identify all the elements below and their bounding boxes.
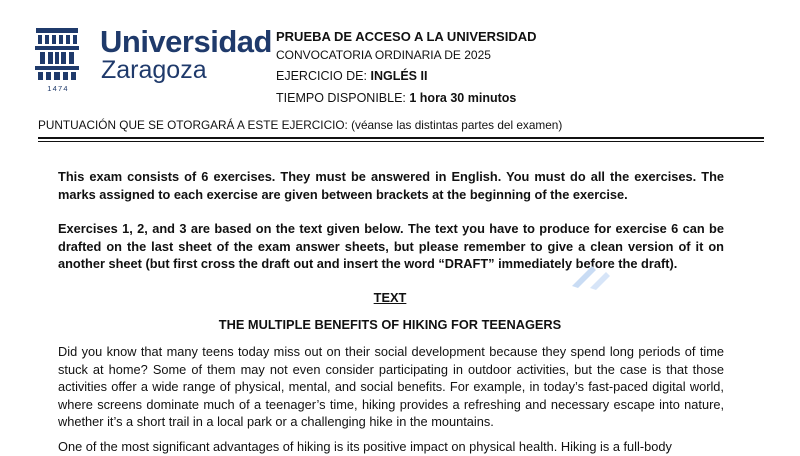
university-emblem-icon [32, 26, 82, 82]
university-logo [32, 26, 272, 96]
exam-convocatoria: CONVOCATORIA ORDINARIA DE 2025 [276, 48, 491, 62]
header-divider-thin [38, 141, 764, 142]
subject-label: EJERCICIO DE: [276, 69, 367, 83]
header-divider-thick [38, 137, 764, 139]
watermark-mark-icon [566, 262, 614, 290]
exam-title: PRUEBA DE ACCESO A LA UNIVERSIDAD [276, 29, 537, 44]
time-label: TIEMPO DISPONIBLE: [276, 91, 406, 105]
logo-wordmark-zaragoza: Zaragoza [101, 56, 207, 84]
reading-paragraph-1: Did you know that many teens today miss out on their social development because they spend long periods of time stuck at home? Some of them may not even consider participating in outdoor activities, but the case is that those activities offer a wide range of physical, mental, and social benefits. For example, in today’s fast-paced digital world, where screens dominate much of a teenager’s time, hiking provides a refreshing and necessary escape into nature, whether it’s a short trail in a local park or a challenging hike in the mountains. [58, 344, 724, 429]
subject-value: INGLÉS II [370, 69, 428, 83]
scoring-note: PUNTUACIÓN QUE SE OTORGARÁ A ESTE EJERCICIO: (véanse las distintas partes del examen) [38, 118, 563, 132]
logo-year: 1474 [47, 84, 69, 93]
reading-title: THE MULTIPLE BENEFITS OF HIKING FOR TEENAGERS [218, 317, 562, 332]
instructions-paragraph-1: This exam consists of 6 exercises. They must be answered in English. You must do all the exercises. The marks assigned to each exercise are given between brackets at the beginning of the exercise. [58, 169, 724, 202]
reading-paragraph-2: One of the most significant advantages of hiking is its positive impact on physical health. Hiking is a full-body [58, 439, 672, 454]
logo-wordmark-universidad: Universidad [100, 24, 272, 59]
exam-time-line [276, 91, 516, 105]
time-value: 1 hora 30 minutos [409, 91, 517, 105]
instructions-paragraph-2: Exercises 1, 2, and 3 are based on the text given below. The text you have to produce for exercise 6 can be drafted on the last sheet of the exam answer sheets, but please remember to give a clean version of it on another sheet (but first cross the draft out and insert the word “DRAFT” immediately before the draft). [58, 221, 724, 271]
text-section-label: TEXT [373, 290, 407, 305]
exam-subject-line [276, 69, 427, 83]
